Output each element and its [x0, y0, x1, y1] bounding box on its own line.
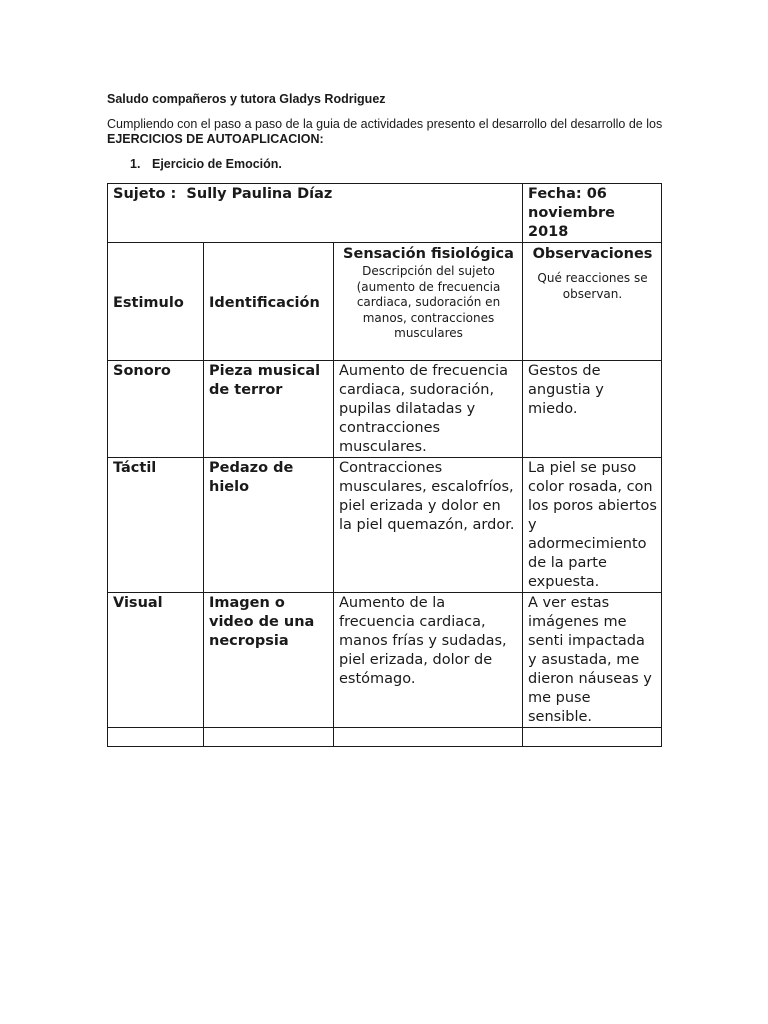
empty-cell [523, 728, 662, 747]
intro-paragraph [107, 117, 667, 147]
empty-cell [204, 728, 334, 747]
header-sensation-title: Sensación fisiológica [343, 246, 514, 262]
exercise-number: 1. [130, 157, 141, 171]
row-observation: Gestos de angustia y miedo. [523, 361, 662, 458]
subject-cell [108, 184, 523, 243]
intro-text: Cumpliendo con el paso a paso de la guia de actividades presento el desarrollo del desarrollo de los [107, 117, 663, 131]
row-stimulus: Sonoro [108, 361, 204, 458]
header-observations [523, 243, 662, 361]
row-sensation: Contracciones musculares, escalofríos, piel erizada y dolor en la piel quemazón, ardor. [334, 458, 523, 593]
header-stimulus-label: Estimulo [113, 294, 184, 311]
row-observation: A ver estas imágenes me senti impactada y asustada, me dieron náuseas y me puse sensible. [523, 593, 662, 728]
subject-name: Sully Paulina Díaz [186, 186, 333, 202]
date-cell: Fecha: 06 noviembre 2018 [523, 184, 662, 243]
header-observations-desc: Qué reacciones se observan. [537, 271, 648, 301]
intro-bold-text: EJERCICIOS DE AUTOAPLICACION: [107, 132, 324, 146]
header-stimulus [108, 243, 204, 361]
table-row [108, 361, 662, 458]
greeting-line: Saludo compañeros y tutora Gladys Rodriguez [107, 92, 386, 106]
empty-row [108, 728, 662, 747]
row-identification: Pieza musical de terror [204, 361, 334, 458]
header-sensation [334, 243, 523, 361]
empty-cell [108, 728, 204, 747]
row-stimulus: Táctil [108, 458, 204, 593]
exercise-heading [130, 157, 282, 171]
subject-row [108, 184, 662, 243]
header-identification-label: Identificación [209, 294, 320, 311]
row-sensation: Aumento de la frecuencia cardiaca, manos frías y sudadas, piel erizada, dolor de estómago. [334, 593, 523, 728]
table-row [108, 593, 662, 728]
header-sensation-desc: Descripción del sujeto (aumento de frecuencia cardiaca, sudoración en manos, contracciones musculares [356, 264, 501, 340]
subject-label: Sujeto : [113, 186, 177, 202]
row-stimulus: Visual [108, 593, 204, 728]
row-identification: Imagen o video de una necropsia [204, 593, 334, 728]
row-identification: Pedazo de hielo [204, 458, 334, 593]
emotion-exercise-table [107, 183, 662, 747]
exercise-title: Ejercicio de Emoción. [152, 157, 282, 171]
row-observation: La piel se puso color rosada, con los poros abiertos y adormecimiento de la parte expuesta. [523, 458, 662, 593]
header-identification [204, 243, 334, 361]
header-row [108, 243, 662, 361]
empty-cell [334, 728, 523, 747]
row-sensation: Aumento de frecuencia cardiaca, sudoración, pupilas dilatadas y contracciones musculares. [334, 361, 523, 458]
header-observations-title: Observaciones [532, 246, 653, 262]
table-row [108, 458, 662, 593]
